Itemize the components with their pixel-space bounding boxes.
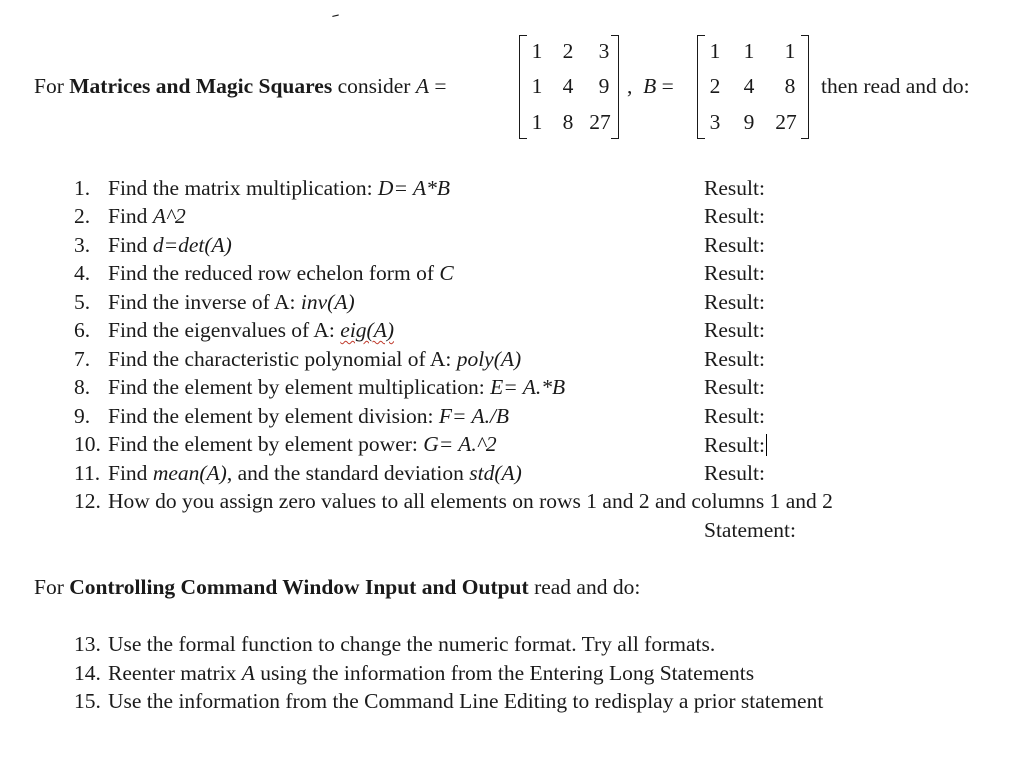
result-label: Result: — [704, 204, 765, 228]
spellcheck-underline: eig(A) — [340, 318, 394, 342]
statement-label: Statement: — [704, 518, 796, 542]
matrix-a-cell: 2 — [562, 39, 574, 63]
matrix-a-cell: 9 — [598, 74, 610, 98]
task-item: 5. Find the inverse of A: inv(A) — [74, 290, 355, 314]
task-item: 7. Find the characteristic polynomial of A: poly(A) — [74, 347, 522, 371]
intro-suffix: then read and do: — [821, 74, 970, 98]
result-label: Result: — [704, 233, 765, 257]
matrix-a-cell: 8 — [562, 110, 574, 134]
matrix-a-cell: 1 — [531, 74, 543, 98]
result-label: Result: — [704, 318, 765, 342]
task-item: 15. Use the information from the Command Line Editing to redisplay a prior statement — [74, 689, 824, 713]
result-label: Result: — [704, 290, 765, 314]
task-item: 8. Find the element by element multiplication: E= A.*B — [74, 375, 566, 399]
matrix-a — [519, 35, 619, 139]
matrix-a-cell: 1 — [531, 110, 543, 134]
text-cursor — [766, 434, 768, 456]
result-label-active[interactable]: Result: — [704, 434, 767, 457]
result-label: Result: — [704, 461, 765, 485]
result-label: Result: — [704, 347, 765, 371]
task-item: 11. Find mean(A), and the standard deviation std(A) — [74, 461, 522, 485]
matrix-b-cell: 1 — [784, 39, 796, 63]
matrix-b-label: B — [643, 74, 657, 98]
result-label: Result: — [704, 261, 765, 285]
matrix-a-label: A — [415, 74, 429, 98]
topic-command-window: Controlling Command Window Input and Output — [69, 575, 529, 599]
task-item: 14. Reenter matrix A using the information from the Entering Long Statements — [74, 661, 755, 685]
result-label: Result: — [704, 176, 765, 200]
section2-heading: For Controlling Command Window Input and Output read and do: — [34, 575, 641, 599]
b-equals: , B = — [627, 74, 674, 98]
matrix-a-cell: 1 — [531, 39, 543, 63]
task-item: 9. Find the element by element division: F= A./B — [74, 404, 510, 428]
matrix-a-cell: 27 — [589, 110, 611, 134]
task-item: 13. Use the formal function to change the numeric format. Try all formats. — [74, 632, 716, 656]
task-item: 12. How do you assign zero values to all elements on rows 1 and 2 and columns 1 and 2 — [74, 489, 833, 513]
matrix-b-cell: 1 — [743, 39, 755, 63]
matrix-a-cell: 4 — [562, 74, 574, 98]
task-item: 3. Find d=det(A) — [74, 233, 232, 257]
task-item: 1. Find the matrix multiplication: D= A*B — [74, 176, 450, 200]
matrix-b-cell: 8 — [784, 74, 796, 98]
task-item: 2. Find A^2 — [74, 204, 186, 228]
matrix-a-cell: 3 — [598, 39, 610, 63]
result-label: Result: — [704, 375, 765, 399]
matrix-b-cell: 27 — [775, 110, 797, 134]
intro-line: For Matrices and Magic Squares consider A = — [34, 74, 447, 98]
matrix-b-cell: 4 — [743, 74, 755, 98]
task-item: 4. Find the reduced row echelon form of C — [74, 261, 454, 285]
matrix-b-cell: 1 — [709, 39, 721, 63]
matrix-b-cell: 3 — [709, 110, 721, 134]
topic-matrices: Matrices and Magic Squares — [69, 74, 333, 98]
task-item: 10. Find the element by element power: G= A.^2 — [74, 432, 497, 456]
result-label: Result: — [704, 404, 765, 428]
matrix-b — [697, 35, 809, 139]
matrix-b-cell: 2 — [709, 74, 721, 98]
matrix-b-cell: 9 — [743, 110, 755, 134]
task-item: 6. Find the eigenvalues of A: eig(A) — [74, 318, 394, 342]
